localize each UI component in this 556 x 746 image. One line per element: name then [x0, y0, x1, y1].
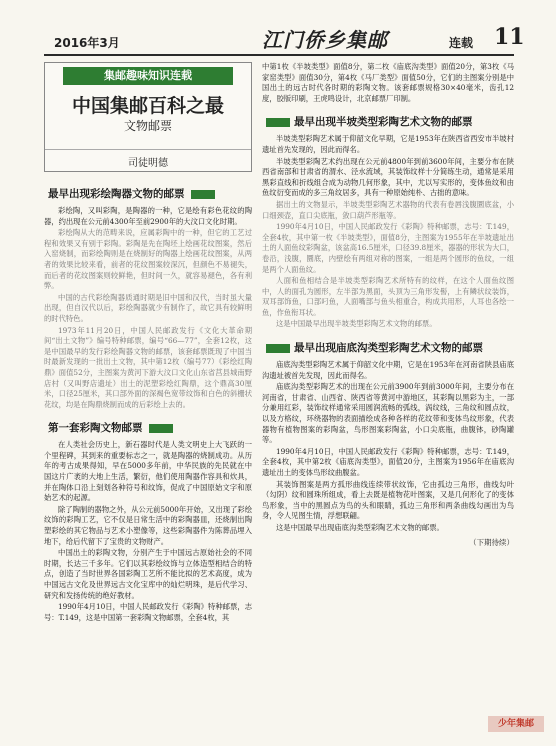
paragraph: 在人类社会历史上，新石器时代是人类文明史上大飞跃的一个里程碑，其到来的重要标志之一，就是陶器的烧制成功。从历年的考古成果得知，早在5000多年前，中华民族的先民就在中国这片广袤的大地上生活，繁衍，他们使用陶器作容具和炊具，并在陶体口沿上刻划各种符号和纹饰，促成了中国原始文字和原始艺术的起源。: [44, 440, 252, 503]
paragraph: 彩绘陶从大的范畴来说，应属彩陶中的一种，但它的工艺过程和效果又有别于彩陶。彩陶是先在陶坯上绘画花纹图案，然后入窑烧制，而彩绘陶则是在烧制好的陶器上绘画花纹图案，从两者的效果比较来看，前者的花纹图案较深沉，但颜色不易褪失，而后者的花纹图案则较鲜艳，但时间一久，就容易褪色，各有利弊。: [44, 228, 252, 291]
section-heading: 最早出现彩绘陶器文物的邮票: [44, 186, 252, 201]
paragraph: 其装饰图案是两方孤形曲线连续带状纹饰，它由孤边三角形，曲线勾叶（勾阴）纹和圆珠所组成，看上去既是植物花叶图案，又是几何形化了的变体鸟形象，当中的黑圆点为鸟的头和眼睛，孤边三角形和两条曲线勾画出为鸟身，令人见图生情，浮想联翩。: [262, 479, 514, 521]
corner-stamp-label: 少年集邮: [488, 716, 544, 732]
paragraph: 人面和鱼相结合是半坡类型彩陶艺术所特有的纹样，在这个人面鱼纹图中，人的面孔为圆形，左半部为黑面，头顶为三角形发髻，上有鳞状纹装饰，双耳部饰鱼，口部叼鱼，人面嘴部与鱼头相重合，构成共用形，人耳也各绘一鱼，作鱼衔耳状。: [262, 276, 514, 317]
paragraph: 中国出土的彩陶文物，分别产生于中国远古原始社会的不同时期，长达三千多年。它们以其彩绘纹饰与立体造型相结合的特点，创造了当时世界各国彩陶工艺所不能比拟的艺术高度，成为中国远古文化及世界远古文化宝库中的灿烂明珠，是后代学习、研究和发扬传统的绝好教材。: [44, 548, 252, 600]
paragraph: 这是中国最早出现半坡类型彩陶艺术文物的邮票。: [276, 319, 437, 329]
paragraph: 1990年4月10日，中国人民邮政发行《彩陶》特种邮票，志号：T.149，全套4枚，其中第一枚《半坡类型》，面值8分，主图案为1955年在半坡遗址出土的人面鱼纹彩陶盆，该盆高16.5厘米，口径39.8厘米，器器的形状为大口，卷沿，浅腹，圜底，内壁绘有两组对称的图案，一组是两个圆形的鱼纹，一组是两个人面鱼纹。: [262, 222, 514, 274]
paragraph: 彩绘陶，又叫彩陶，是陶器的一种，它是绘有彩色花纹的陶器，约出现在公元前4300年至前2900年的大汶口文化时期。: [44, 206, 252, 226]
to-be-continued: （下期待续）: [469, 537, 514, 547]
article-subtitle: 文物邮票: [123, 119, 172, 133]
heading-bar-icon: [149, 424, 173, 433]
section-heading: 第一套彩陶文物邮票: [44, 420, 252, 435]
paragraph: 1990年4月10日，中国人民邮政发行《彩陶》特种邮票，志号：T.149，全套4枚，其中第2枚《庙底沟类型》，面值20分，主图案为1956年在庙底沟遗址出土的变体鸟形纹曲腹盆。: [262, 446, 514, 477]
section-heading: 最早出现庙底沟类型彩陶艺术文物的邮票: [262, 340, 514, 355]
series-banner: 集邮趣味知识连载: [63, 67, 233, 85]
paragraph: 1973年11月20日，中国人民邮政发行《文化大革命期间“出土文物”》编号特种邮票，编号“66—77”，全套12枚，这是中国最早的发行彩绘陶器文物的邮票，该套邮票既现了中国当时最新发现的一批出土文物，其中第12枚（编号77）《彩绘红陶鼎》面值52分，主图案为黄河下游大汶口文化山东省莒县城南野店村（又叫野店遗址）出土的泥塑彩绘红陶鼎，这个鼎高30厘米，口径25厘米，其口部外面的深褐色宽带纹饰和白色的斜栅状花纹，均是在陶鼎烧制而成的后彩绘上去的。: [44, 325, 252, 409]
paragraph: 半坡类型彩陶艺术约出现在公元前4800年到前3600年间，主要分布在陕西省南部和甘肃省的渭水、泾水流域，其装饰纹样十分简练生动，通常是采用黑彩直线和折线组合成为动物几何形象，其中，尤以写实形的，变体鱼纹和由鱼纹衍变而成的多三角纹居多，具有一种原始纯朴、古拙的意味。: [262, 156, 514, 198]
paragraph: 庙底沟类型彩陶艺术属于仰韶文化中期，它是在1953年在河南省陕县庙底沟遗址被首先发现，因此而得名。: [262, 360, 514, 380]
heading-bar-icon: [266, 344, 290, 353]
paragraph: 中第1枚《半坡类型》面值8分，第二枚《庙底沟类型》面值20分，第3枚《马家窑类型》面值30分，第4枚《马厂类型》面值50分，它们的主图案分别是中国出土的远古时代各时期的彩陶文物。该套邮票规格30×40毫米，齿孔12度，胶版印刷，王虎鸣设计，北京邮票厂印制。: [262, 62, 514, 103]
paragraph: 据出土的文物显示，半坡类型彩陶艺术器物的代表有卷唇浅腹圜底盆，小口细颈壶，直口尖底瓶，敛口葫芦形瓶等。: [262, 199, 514, 220]
paragraph: 除了陶制的器物之外，从公元前5000年开始，又出现了彩绘纹饰的彩陶工艺，它不仅是日常生活中的彩陶器皿，还烧制出陶塑彩绘的其它物品与艺术小塑像等，这些彩陶器件为陈葬品埋入地下，给后代留下了宝贵的文物财产。: [44, 504, 252, 546]
series-label: 连载: [449, 36, 474, 50]
paragraph: 庙底沟类型彩陶艺术的出现在公元前3900年到前3000年间，主要分布在河南省，甘肃省、山西省、陕西省等黄河中游地区，其彩陶以黑彩为主，一部分兼用红彩，装饰纹样通常采用圆润流畅的弧线，涡纹线，三角纹和圆点纹，以及方格纹，环绕器物的表面描绘成各种各样的花纹带和变体鸟纹形象，代表器物有植物图案的彩陶盆，鸟形图案彩陶盆，小口尖底瓶，曲腹钵，砂陶罐等。: [262, 382, 514, 445]
heading-bar-icon: [266, 118, 290, 127]
page-header: [44, 22, 525, 56]
paragraph: 1990年4月10日，中国人民邮政发行《彩陶》特种邮票，志号：T.149，这是中国第一套彩陶文物邮票，全套4枚，其: [44, 602, 252, 622]
issue-date: 2016年3月: [54, 36, 120, 50]
section-heading: 最早出现半坡类型彩陶艺术文物的邮票: [262, 114, 514, 129]
article-author: 司徒明德: [45, 149, 251, 169]
paragraph: 半坡类型彩陶艺术属于仰韶文化早期，它是1953年在陕西省西安市半坡村遗址首先发现的，因此而得名。: [262, 134, 514, 154]
issue-number: 11: [494, 24, 525, 50]
right-column: [262, 62, 514, 548]
heading-bar-icon: [191, 190, 215, 199]
magazine-logo: 江门侨乡集邮: [262, 28, 388, 52]
article-title-box: [44, 62, 252, 172]
paragraph: 中国的古代彩绘陶器质通时期是旧中国和汉代，当时虽大量出现，但自汉代以后，彩绘陶器就少有制作了，故它具有较鲜明的时代特色。: [44, 292, 252, 323]
article-main-title: 中国集邮百科之最: [71, 95, 224, 117]
paragraph: 这是中国最早出现庙底沟类型彩陶艺术文物的邮票。: [276, 522, 444, 532]
left-column: [44, 62, 252, 624]
